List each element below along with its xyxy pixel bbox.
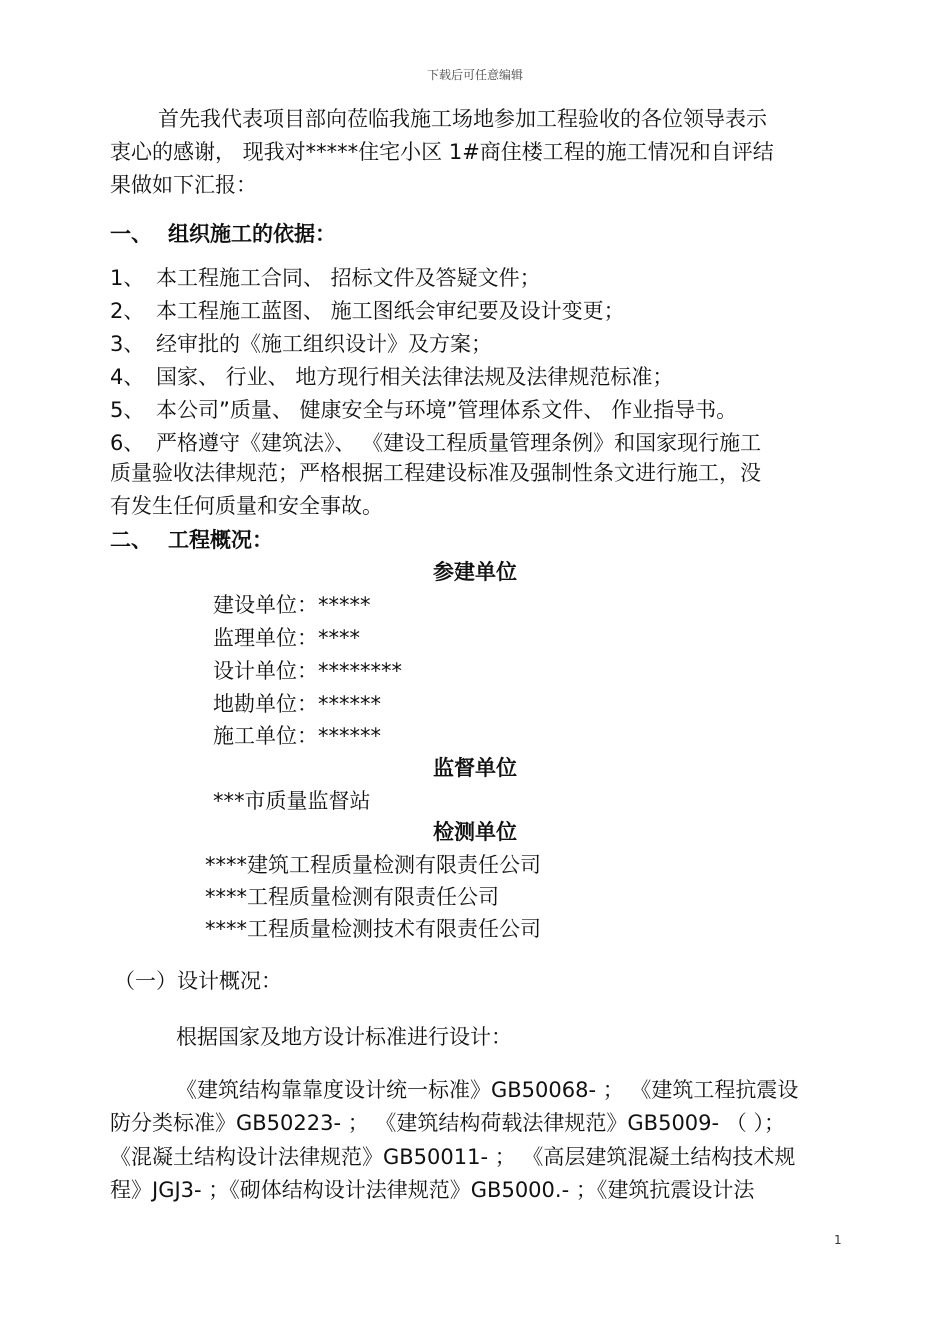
section-1-title: 组织施工的依据：	[168, 222, 336, 246]
basis-num: 3、	[110, 332, 145, 356]
basis-num: 4、	[110, 365, 145, 389]
basis-text: 本工程施工合同、 招标文件及答疑文件；	[156, 266, 541, 290]
standards-line-1: 《建筑结构靠靠度设计统一标准》GB50068- ； 《建筑工程抗震设	[176, 1078, 799, 1102]
testing-title: 检测单位	[433, 820, 517, 844]
intro-line-2: 衷心的感谢， 现我对*****住宅小区 1#商住楼工程的施工情况和自评结	[110, 140, 774, 164]
participant-2: 监理单位：****	[213, 626, 360, 650]
section-1-number: 一、	[110, 222, 152, 246]
intro-line-1: 首先我代表项目部向莅临我施工场地参加工程验收的各位领导表示	[158, 107, 767, 131]
basis-item-4	[110, 361, 673, 391]
basis-6-cont-2: 有发生任何质量和安全事故。	[110, 494, 383, 518]
standards-line-2: 防分类标准》GB50223- ； 《建筑结构荷载法律规范》GB5009- （ ）；	[110, 1111, 785, 1135]
basis-num: 2、	[110, 299, 145, 323]
basis-text: 经审批的《施工组织设计》及方案；	[156, 332, 492, 356]
page-header: 下载后可任意编辑	[426, 68, 523, 82]
participants-title: 参建单位	[433, 560, 517, 584]
intro-line-3: 果做如下汇报：	[110, 173, 257, 197]
standards-line-4: 程》JGJ3- ；《砌体结构设计法律规范》GB5000.- ；《建筑抗震设计法	[110, 1178, 755, 1202]
section-1-heading	[110, 218, 336, 248]
supervision-unit: ***市质量监督站	[213, 789, 371, 813]
design-heading: （一）设计概况：	[114, 969, 282, 993]
participant-3: 设计单位：********	[213, 659, 402, 683]
basis-num: 1、	[110, 266, 145, 290]
supervision-title: 监督单位	[433, 756, 517, 780]
basis-item-1	[110, 262, 541, 292]
basis-num: 5、	[110, 398, 145, 422]
basis-item-5	[110, 394, 737, 424]
standards-line-3: 《混凝土结构设计法律规范》GB50011- ； 《高层建筑混凝土结构技术规	[110, 1145, 796, 1169]
basis-item-6	[110, 427, 761, 457]
participant-4: 地勘单位：******	[213, 692, 381, 716]
basis-text: 本公司”质量、 健康安全与环境”管理体系文件、 作业指导书。	[156, 398, 738, 422]
participant-5: 施工单位：******	[213, 724, 381, 748]
section-2-heading	[110, 524, 273, 554]
basis-item-2	[110, 295, 625, 325]
basis-text: 国家、 行业、 地方现行相关法律法规及法律规范标准；	[156, 365, 674, 389]
basis-item-3	[110, 328, 492, 358]
design-intro: 根据国家及地方设计标准进行设计：	[176, 1025, 512, 1049]
basis-text: 本工程施工蓝图、 施工图纸会审纪要及设计变更；	[156, 299, 625, 323]
page-number: 1	[834, 1233, 842, 1247]
section-2-title: 工程概况：	[168, 528, 273, 552]
testing-unit-1: ****建筑工程质量检测有限责任公司	[205, 853, 541, 877]
basis-num: 6、	[110, 431, 145, 455]
testing-unit-3: ****工程质量检测技术有限责任公司	[205, 917, 541, 941]
participant-1: 建设单位：*****	[213, 593, 371, 617]
basis-6-cont-1: 质量验收法律规范；严格根据工程建设标准及强制性条文进行施工，没	[110, 461, 761, 485]
testing-unit-2: ****工程质量检测有限责任公司	[205, 885, 499, 909]
section-2-number: 二、	[110, 528, 152, 552]
basis-text: 严格遵守《建筑法》、 《建设工程质量管理条例》和国家现行施工	[156, 431, 762, 455]
